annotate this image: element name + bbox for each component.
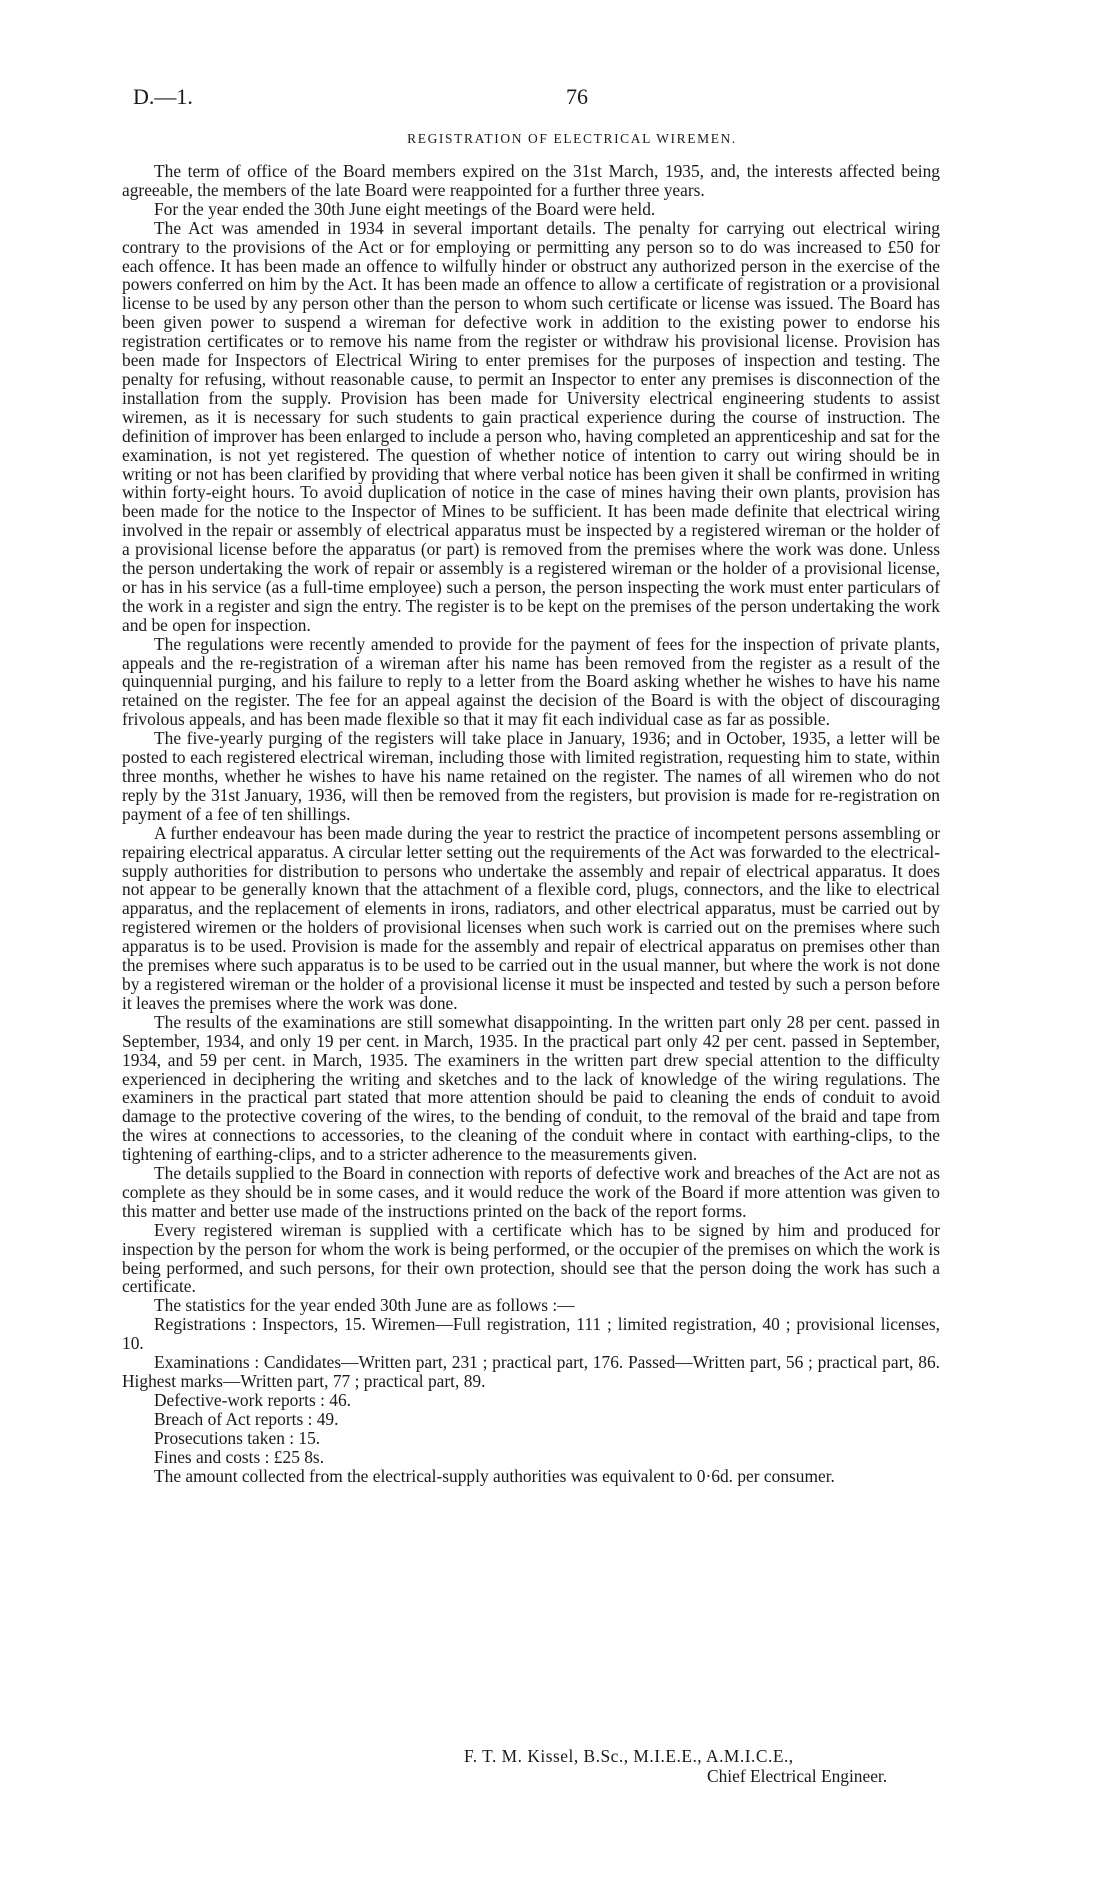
paragraph: The details supplied to the Board in connection with reports of defective work and breaches of the Act are not as complete as they should be in some cases, and it would reduce the work of the Board if more attention was given to this matter and better use made of the instructions printed on the back of the report forms. [122,1163,940,1221]
statistics-line: Fines and costs : £25 8s. [154,1446,325,1467]
signatory-name: F. T. M. Kissel, B.Sc., M.I.E.E., A.M.I.C.E., [464,1746,794,1766]
paragraph: For the year ended the 30th June eight meetings of the Board were held. [154,198,656,219]
page-identifier: D.—1. [133,84,193,109]
statistics-line: Registrations : Inspectors, 15. Wiremen—Full registration, 111 ; limited registration, 40 ; provisional licenses, 10. [122,1314,940,1354]
signature-block [464,1746,887,1786]
paragraph: The results of the examinations are still somewhat disappointing. In the written part only 28 per cent. passed in September, 1934, and only 19 per cent. in March, 1935. In the practical part only 42 per cent. passed in September, 1934, and 59 per cent. in March, 1935. The examiners in the written part drew special attention to the difficulty experienced in deciphering the writing and sketches and to the lack of knowledge of the wiring regulations. The examiners in the practical part stated that more attention should be paid to cleaning the ends of conduit to avoid damage to the protective covering of the wires, to the bending of conduit, to the removal of the braid and tape from the wires at connections to accessories, to the cleaning of the conduit where in contact with earthing-clips, to the tightening of earthing-clips, and to a stricter adherence to the measurements given. [122,1011,940,1165]
section-heading: REGISTRATION OF ELECTRICAL WIREMEN. [407,131,737,146]
page-number: 76 [566,84,588,109]
statistics-line: Examinations : Candidates—Written part, 231 ; practical part, 176. Passed—Written part, 56 ; practical part, 86. Highest marks—Written part, 77 ; practical part, 89. [122,1352,940,1391]
paragraph: The statistics for the year ended 30th June are as follows :— [154,1295,575,1316]
signatory-title: Chief Electrical Engineer. [707,1766,888,1786]
statistics-line: Breach of Act reports : 49. [154,1408,339,1429]
paragraph: The term of office of the Board members expired on the 31st March, 1935, and, the interests affected being agreeable, the members of the late Board were reappointed for a further three years. [122,161,940,200]
paragraph: Every registered wireman is supplied with a certificate which has to be signed by him and produced for inspection by the person for whom the work is being performed, or the occupier of the premises on which the work is being performed, and such persons, for their own protection, should see that the person doing the work has such a certificate. [122,1219,940,1297]
body-text [122,162,940,1485]
statistics-line: Defective-work reports : 46. [154,1389,352,1410]
paragraph: The five-yearly purging of the registers will take place in January, 1936; and in October, 1935, a letter will be posted to each registered electrical wireman, including those with limited registration, requesting him to state, within three months, whether he wishes to have his name retained on the register. The names of all wiremen who do not reply by the 31st January, 1936, will then be removed from the registers, but provision is made for re-registration on payment of a fee of ten shillings. [122,728,940,824]
paragraph: A further endeavour has been made during the year to restrict the practice of incompetent persons assembling or repairing electrical apparatus. A circular letter setting out the requirements of the Act was forwarded to the electrical-supply authorities for distribution to persons who undertake the assembly and repair of electrical apparatus. It does not appear to be generally known that the attachment of a flexible cord, plugs, connectors, and the like to electrical apparatus, and the replacement of elements in irons, radiators, and other electrical apparatus, must be carried out by registered wiremen or the holders of provisional licenses when such work is carried out on the premises where such apparatus is to be used. Provision is made for the assembly and repair of electrical apparatus on premises other than the premises where such apparatus is to be used to be carried out in the usual manner, but where the work is not done by a registered wireman or the holder of a provisional license it must be inspected and tested by such a person before it leaves the premises where the work was done. [122,822,940,1013]
statistics-line: The amount collected from the electrical-supply authorities was equivalent to 0·6d. per consumer. [154,1465,835,1486]
paragraph: The Act was amended in 1934 in several important details. The penalty for carrying out electrical wiring contrary to the provisions of the Act or for employing or permitting any person so to do was increased to £50 for each offence. It has been made an offence to wilfully hinder or obstruct any authorized person in the exercise of the powers conferred on him by the Act. It has been made an offence to allow a certificate of registration or a provisional license to be used by any person other than the person to whom such certificate or license was issued. The Board has been given power to suspend a wireman for defective work in addition to the existing power to endorse his registration certificates or to remove his name from the register or withdraw his provisional license. Provision has been made for Inspectors of Electrical Wiring to enter premises for the purposes of inspection and testing. The penalty for refusing, without reasonable cause, to permit an Inspector to enter any premises is disconnection of the installation from the supply. Provision has been made for University electrical engineering students to assist wiremen, as it is necessary for such students to gain practical experience during the course of instruction. The definition of improver has been enlarged to include a person who, having completed an apprenticeship and sat for the examination, is not yet registered. The question of whether notice of intention to carry out wiring should be in writing or not has been clarified by providing that where verbal notice has been given it shall be confirmed in writing within forty-eight hours. To avoid duplication of notice in the case of mines having their own plants, provision has been made for the notice to the Inspector of Mines to be sufficient. It has been made definite that electrical wiring involved in the repair or assembly of electrical apparatus must be inspected by a registered wireman or the holder of a provisional license before the apparatus (or part) is removed from the premises where the work was done. Unless the person undertaking the work of repair or assembly is a registered wireman or the holder of a provisional license, or has in his service (as a full-time employee) such a person, the person inspecting the work must enter particulars of the work in a register and sign the entry. The register is to be kept on the premises of the person undertaking the work and be open for inspection. [122,217,940,635]
paragraph: The regulations were recently amended to provide for the payment of fees for the inspection of private plants, appeals and the re-registration of a wireman after his name has been removed from the register as a result of the quinquennial purging, and his failure to reply to a letter from the Board asking whether he wishes to have his name retained on the register. The fee for an appeal against the decision of the Board is with the object of discouraging frivolous appeals, and has been made flexible so that it may fit each individual case as far as possible. [122,633,940,730]
statistics-line: Prosecutions taken : 15. [154,1427,321,1448]
